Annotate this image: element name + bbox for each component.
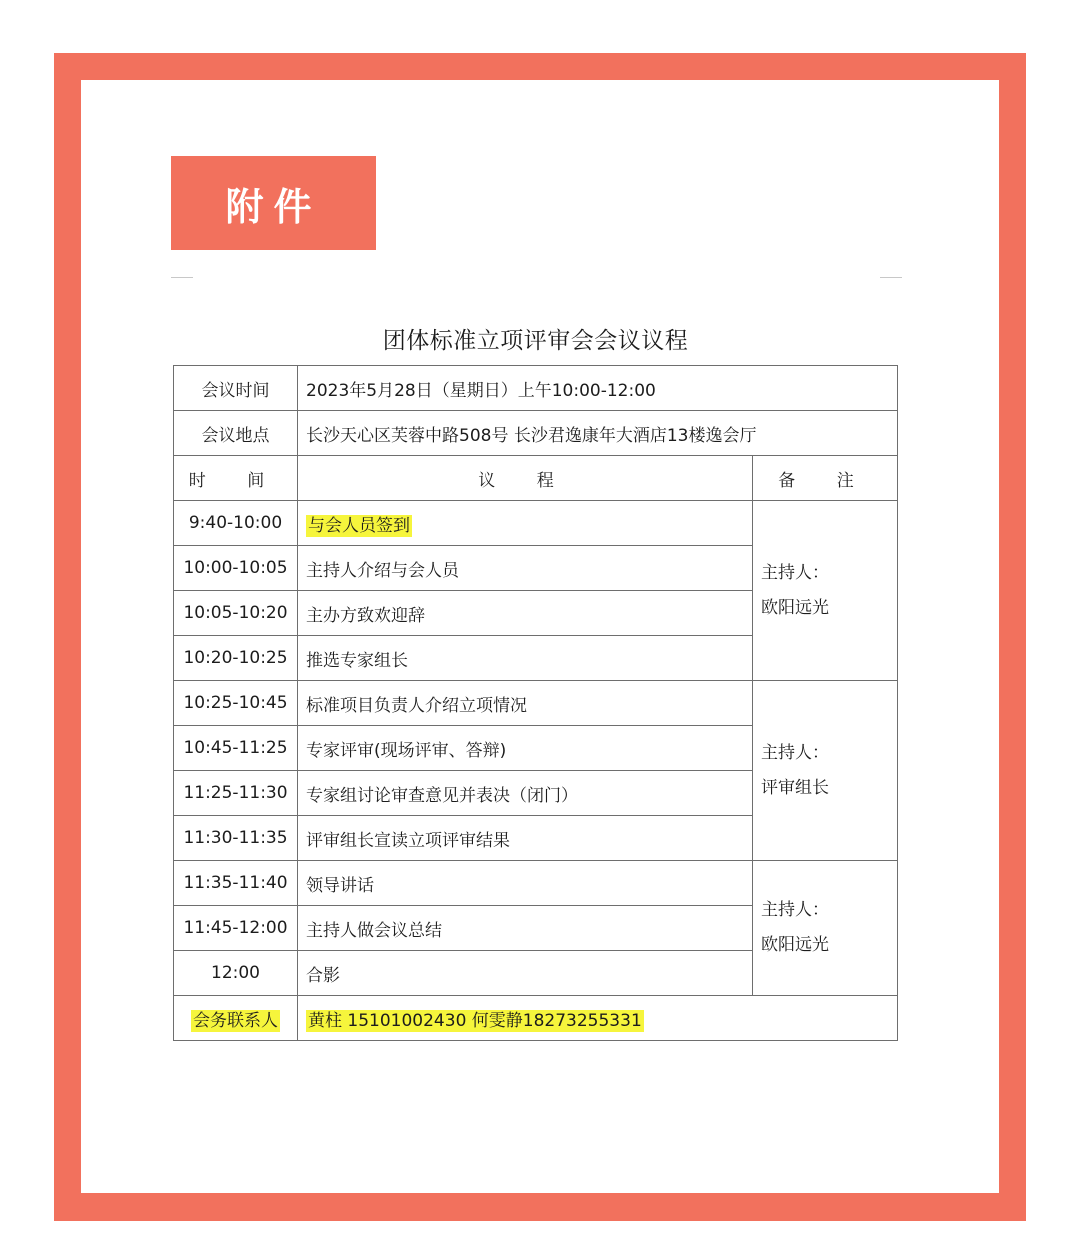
agenda-row	[174, 501, 898, 546]
agenda-time: 10:45-11:25	[174, 726, 298, 771]
agenda-item: 推选专家组长	[298, 636, 753, 681]
agenda-time: 10:00-10:05	[174, 546, 298, 591]
agenda-time: 11:45-12:00	[174, 906, 298, 951]
contact-label: 会务联系人	[193, 1010, 278, 1031]
note-cell	[753, 861, 898, 996]
note-cell	[753, 501, 898, 681]
agenda-time: 10:25-10:45	[174, 681, 298, 726]
meeting-place-value: 长沙天心区芙蓉中路508号 长沙君逸康年大酒店13楼逸会厅	[298, 411, 898, 456]
note-person: 欧阳远光	[761, 935, 829, 955]
agenda-item: 主持人做会议总结	[298, 906, 753, 951]
note-role: 主持人：	[761, 742, 829, 763]
agenda-time: 12:00	[174, 951, 298, 996]
highlighted-item: 与会人员签到	[308, 515, 410, 536]
contact-value-cell	[298, 996, 898, 1041]
agenda-table	[173, 365, 898, 1041]
agenda-time: 10:20-10:25	[174, 636, 298, 681]
note-person: 欧阳远光	[761, 597, 829, 618]
agenda-time: 11:25-11:30	[174, 771, 298, 816]
agenda-row	[174, 681, 898, 726]
note-role: 主持人：	[761, 562, 829, 583]
meeting-time-row	[174, 366, 898, 411]
contact-value: 黄柱 15101002430 何雯静18273255331	[308, 1010, 642, 1031]
agenda-item: 评审组长宣读立项评审结果	[298, 816, 753, 861]
agenda-time: 11:30-11:35	[174, 816, 298, 861]
note-person: 评审组长	[761, 777, 829, 798]
agenda-item: 领导讲话	[298, 861, 753, 906]
agenda-item	[298, 501, 753, 546]
note-cell	[753, 681, 898, 861]
agenda-item: 专家组讨论审查意见并表决（闭门）	[298, 771, 753, 816]
contact-row	[174, 996, 898, 1041]
attachment-tag: 附件	[171, 156, 376, 250]
agenda-item: 主持人介绍与会人员	[298, 546, 753, 591]
agenda-time: 11:35-11:40	[174, 861, 298, 906]
meeting-place-label: 会议地点	[174, 411, 298, 456]
header-time: 时 间	[174, 456, 298, 501]
agenda-item: 合影	[298, 951, 753, 996]
agenda-row	[174, 861, 898, 906]
corner-mark-left	[171, 277, 193, 278]
meeting-place-row	[174, 411, 898, 456]
meeting-time-label: 会议时间	[174, 366, 298, 411]
note-role: 主持人：	[761, 900, 829, 920]
header-note: 备 注	[753, 456, 898, 501]
document-title: 团体标准立项评审会会议议程	[382, 328, 689, 354]
header-agenda: 议 程	[298, 456, 753, 501]
meeting-time-value: 2023年5月28日（星期日）上午10:00-12:00	[298, 366, 898, 411]
contact-label-cell	[174, 996, 298, 1041]
agenda-time: 10:05-10:20	[174, 591, 298, 636]
header-row	[174, 456, 898, 501]
agenda-item: 标准项目负责人介绍立项情况	[298, 681, 753, 726]
agenda-item: 专家评审(现场评审、答辩)	[298, 726, 753, 771]
agenda-item: 主办方致欢迎辞	[298, 591, 753, 636]
corner-mark-right	[880, 277, 902, 278]
agenda-time: 9:40-10:00	[174, 501, 298, 546]
